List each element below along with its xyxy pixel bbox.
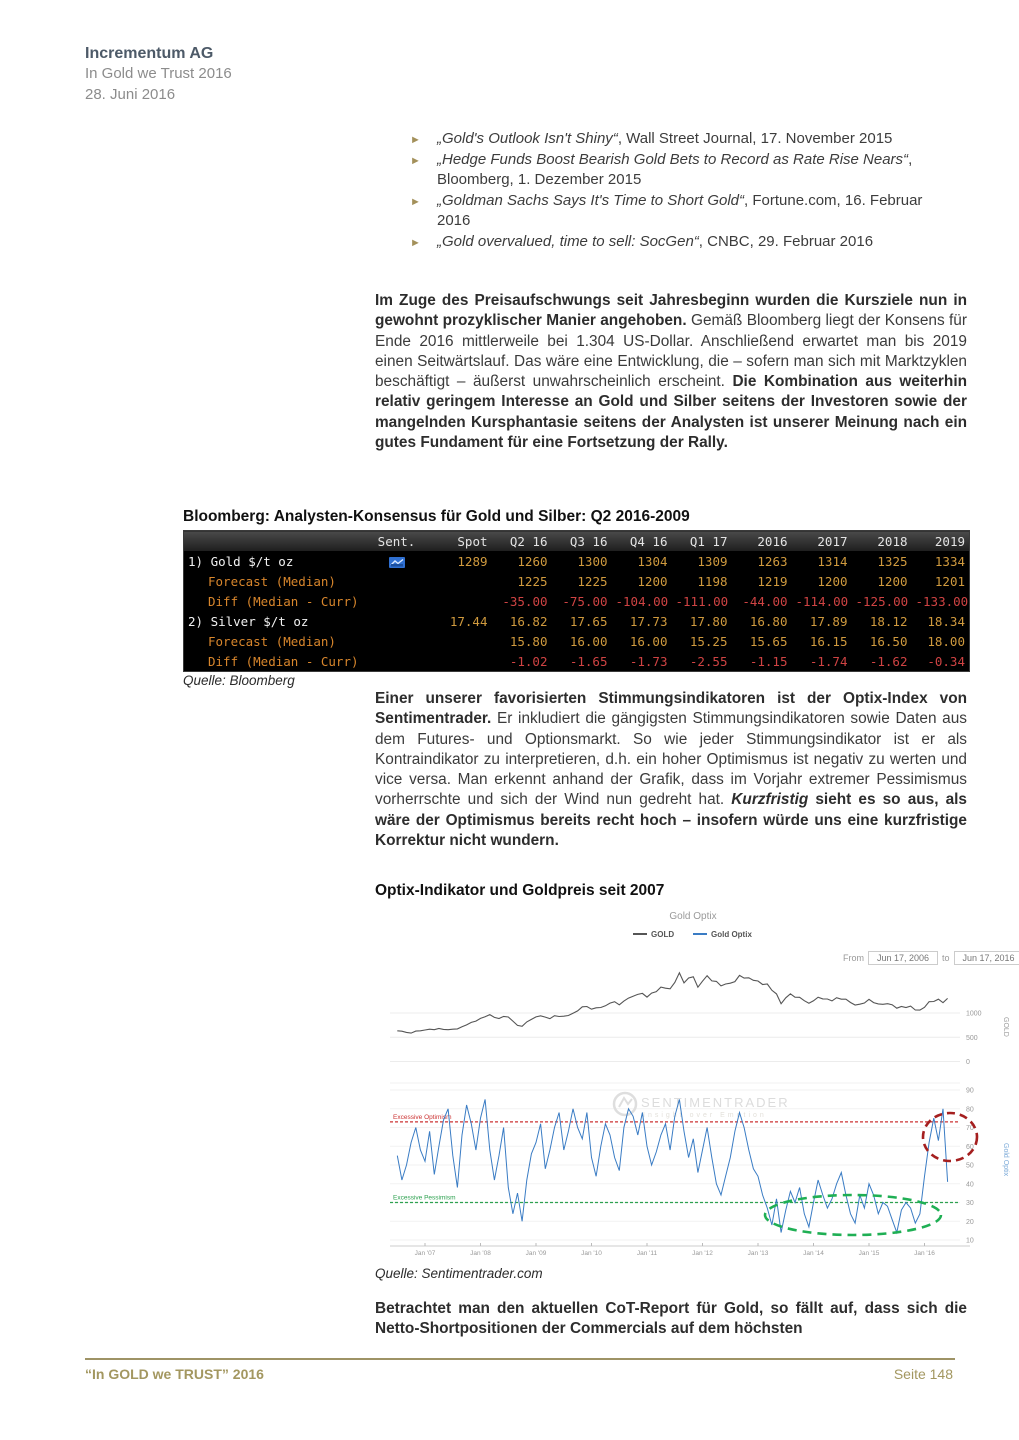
table-cell: 16.80 xyxy=(749,613,788,629)
table-cell: 1198 xyxy=(697,573,728,589)
column-header: 2016 xyxy=(732,531,792,552)
y-tick-label-optix: 40 xyxy=(966,1181,974,1189)
text-segment: Kurzfristig xyxy=(731,791,809,809)
citation-quote: „Gold's Outlook Isn't Shiny“ xyxy=(437,130,618,147)
table-cell: 1201 xyxy=(934,573,965,589)
table-cell: 18.12 xyxy=(869,613,908,629)
table-cell: 15.80 xyxy=(509,633,548,649)
table-cell: -2.55 xyxy=(689,653,728,669)
row-label: Forecast (Median) xyxy=(208,633,336,649)
paragraph-optix xyxy=(375,689,967,851)
x-tick-label: Jan '13 xyxy=(747,1250,769,1257)
column-header: Q3 16 xyxy=(552,531,612,552)
date-from-input[interactable]: Jun 17, 2006 xyxy=(868,951,938,965)
date-from-label: From xyxy=(843,953,864,963)
table-cell: -111.00 xyxy=(675,593,729,609)
x-tick-label: Jan '12 xyxy=(692,1250,713,1257)
y-tick-label-gold: 0 xyxy=(966,1059,970,1066)
table-cell: 1200 xyxy=(877,573,908,589)
table-cell: 15.25 xyxy=(689,633,728,649)
citation-item xyxy=(410,150,942,191)
footer-left: “In GOLD we TRUST” 2016 xyxy=(85,1366,264,1382)
footer-right: Seite 148 xyxy=(893,1366,953,1382)
column-header: Spot xyxy=(432,531,492,552)
table-source: Quelle: Bloomberg xyxy=(183,673,295,688)
citation-list xyxy=(410,129,950,252)
table-cell: -1.15 xyxy=(749,653,788,669)
table-cell: -35.00 xyxy=(502,593,548,609)
y-tick-label-optix: 70 xyxy=(966,1125,974,1132)
table-cell: 17.89 xyxy=(809,613,848,629)
text-segment: Im Zuge des Preisaufschwungs seit Jahresbeginn wurden die Kursziele nun in gewohnt prozyklischer Manier angehoben. xyxy=(375,292,967,330)
table-cell: 16.50 xyxy=(869,633,908,649)
text-segment: sieht es so aus, als wäre der Optimismus bereits recht hoch – insofern würde uns eine kurzfristige Korrektur nicht wundern. xyxy=(375,791,967,850)
company-name: Incrementum AG xyxy=(85,45,214,62)
table-cell: 1200 xyxy=(817,573,848,589)
chart-heading: Optix-Indikator und Goldpreis seit 2007 xyxy=(375,882,665,899)
paragraph-cot xyxy=(375,1299,967,1340)
chart-title: Gold Optix xyxy=(669,911,717,922)
table-cell: -0.34 xyxy=(927,653,965,669)
text-segment: Er inkludiert die gängigsten Stimmungsindikatoren sowie Daten aus dem Futures- und Optionsmarkt. So wie jeder Stimmungsindikator ist er als Kontraindikator zu interpretieren, d.h. ein hoher Optimismus ist negativ zu werten und vice versa. Man erkennt anhand der Grafik, dass im Vorjahr extremer Pessimismus vorherrschte und sich der Wind nun gedreht hat. xyxy=(375,710,967,809)
column-header: Q2 16 xyxy=(492,531,552,552)
table-cell: 18.34 xyxy=(927,613,965,629)
column-header: Q4 16 xyxy=(612,531,672,552)
bullet-arrow-icon: ► xyxy=(410,236,421,249)
paragraph-price-targets xyxy=(375,291,967,453)
table-cell: 1334 xyxy=(934,553,965,569)
y-tick-label-optix: 10 xyxy=(966,1237,974,1245)
y-tick-label-gold: 500 xyxy=(966,1034,978,1042)
excessive-optimism-label: Excessive Optimism xyxy=(393,1113,452,1121)
x-tick-label: Jan '15 xyxy=(858,1250,880,1257)
text-segment: Betrachtet man den aktuellen CoT-Report für Gold, so fällt auf, dass sich die Netto-Shortpositionen der Commercials auf dem höchsten xyxy=(375,1300,967,1338)
table-row xyxy=(184,631,970,651)
row-label: Forecast (Median) xyxy=(208,573,336,589)
table-cell: 1225 xyxy=(517,573,548,589)
chart-icon[interactable] xyxy=(362,551,432,571)
table-cell: -75.00 xyxy=(562,593,608,609)
gold-optix-chart xyxy=(375,905,1015,1270)
x-tick-label: Jan '08 xyxy=(470,1250,491,1257)
y-tick-label-gold: 1000 xyxy=(966,1010,982,1018)
text-segment: Gemäß Bloomberg liegt der Konsens für Ende 2016 mittlerweile bei 1.304 US-Dollar. Anschließend erwartet man bis 2019 einen Seitwärtslauf. Das wäre eine Entwicklung, die – sofern man sich mit Marktzyklen beschäftigt – äußerst unwahrscheinlich erscheint. xyxy=(375,312,967,391)
citation-item xyxy=(410,191,942,232)
y-tick-label-optix: 90 xyxy=(966,1087,974,1095)
table-cell: -1.73 xyxy=(629,653,668,669)
table-cell: 1300 xyxy=(577,553,608,569)
table-cell: 1225 xyxy=(577,573,608,589)
date-range-control xyxy=(843,951,1019,965)
x-tick-label: Jan '07 xyxy=(414,1250,436,1257)
table-cell: 15.65 xyxy=(749,633,788,649)
table-cell: 17.80 xyxy=(689,613,728,629)
citation-item xyxy=(410,129,942,150)
optix-line xyxy=(397,1099,947,1232)
table-row xyxy=(184,591,970,611)
optix-axis-label: Gold Optix xyxy=(1002,1143,1009,1177)
green-ellipse-annotation xyxy=(765,1195,941,1235)
table-row xyxy=(184,651,970,672)
table-cell: 1304 xyxy=(637,553,668,569)
table-cell: -125.00 xyxy=(855,593,909,609)
column-header: Q1 17 xyxy=(672,531,732,552)
table-cell xyxy=(432,571,492,591)
table-cell: 16.00 xyxy=(569,633,608,649)
row-label: 2) Silver $/t oz xyxy=(188,613,309,629)
y-tick-label-optix: 50 xyxy=(966,1162,974,1170)
red-ellipse-annotation xyxy=(923,1113,977,1161)
table-cell: 17.73 xyxy=(629,613,668,629)
table-cell: -114.00 xyxy=(795,593,849,609)
table-cell: -1.02 xyxy=(509,653,548,669)
text-segment: Einer unserer favorisierten Stimmungsindikatoren ist der Optix-Index von Sentimentrader. xyxy=(375,690,967,728)
table-cell: -1.74 xyxy=(809,653,848,669)
table-header-row xyxy=(184,531,970,552)
table-cell: 1325 xyxy=(877,553,908,569)
citation-source: , Bloomberg, 1. Dezember 2015 xyxy=(437,150,913,188)
row-label: Diff (Median - Curr) xyxy=(208,653,359,669)
table-cell: 1263 xyxy=(757,553,788,569)
citation-quote: „Hedge Funds Boost Bearish Gold Bets to Record as Rate Rise Nears“ xyxy=(437,150,909,168)
x-tick-label: Jan '09 xyxy=(525,1250,547,1257)
footer-rule xyxy=(85,1358,955,1360)
sent-cell xyxy=(362,571,432,591)
report-date: 28. Juni 2016 xyxy=(85,86,176,103)
table-cell: 1200 xyxy=(637,573,668,589)
table-cell: 18.00 xyxy=(927,633,965,649)
x-tick-label: Jan '16 xyxy=(914,1250,935,1257)
sent-cell xyxy=(362,591,432,611)
x-tick-label: Jan '10 xyxy=(581,1250,602,1257)
y-tick-label-optix: 20 xyxy=(966,1218,974,1226)
table-cell xyxy=(432,631,492,651)
table-row xyxy=(184,571,970,591)
column-header: Sent. xyxy=(362,531,432,552)
table-cell: 16.82 xyxy=(509,613,548,629)
text-segment: Die Kombination aus weiterhin relativ geringem Interesse an Gold und Silber seitens der Investoren sowie der mangelnden Kursphantasie seitens der Analysten ist unserer Meinung nach ein gutes Fundament für eine Fortsetzung der Rally. xyxy=(375,373,967,452)
table-cell: 16.15 xyxy=(809,633,848,649)
date-to-input[interactable]: Jun 17, 2016 xyxy=(954,951,1019,965)
sent-cell xyxy=(362,611,432,631)
table-cell: -133.00 xyxy=(915,593,969,609)
table-cell: -104.00 xyxy=(615,593,669,609)
excessive-pessimism-label: Excessive Pessimism xyxy=(393,1194,456,1202)
x-tick-label: Jan '11 xyxy=(636,1250,658,1257)
table-heading: Bloomberg: Analysten-Konsensus für Gold und Silber: Q2 2016-2009 xyxy=(183,508,690,525)
column-header xyxy=(184,531,362,552)
table-cell: 16.00 xyxy=(629,633,668,649)
citation-quote: „Gold overvalued, time to sell: SocGen“ xyxy=(437,232,699,250)
x-tick-label: Jan '14 xyxy=(803,1250,824,1257)
column-header: 2018 xyxy=(852,531,912,552)
bullet-arrow-icon: ► xyxy=(410,195,421,208)
bloomberg-consensus-table xyxy=(183,530,970,672)
citation-source: , Fortune.com, 16. Februar 2016 xyxy=(437,191,923,229)
watermark-logo-icon xyxy=(614,1093,636,1115)
table-cell: 1260 xyxy=(517,553,548,569)
table-cell: 17.44 xyxy=(449,613,488,629)
watermark-logo-icon xyxy=(619,1098,632,1107)
watermark-subtext: Insight over Emotion xyxy=(643,1112,767,1119)
table-cell: 1314 xyxy=(817,553,848,569)
row-label: Diff (Median - Curr) xyxy=(208,593,359,609)
column-header: 2019 xyxy=(912,531,970,552)
table-cell: -1.65 xyxy=(569,653,608,669)
sent-cell xyxy=(362,651,432,672)
table-cell: 17.65 xyxy=(569,613,608,629)
y-tick-label-optix: 60 xyxy=(966,1143,974,1151)
citation-source: , Wall Street Journal, 17. November 2015 xyxy=(617,130,893,147)
sent-cell xyxy=(362,631,432,651)
table-cell xyxy=(432,651,492,672)
gold-axis-label: GOLD xyxy=(1002,1017,1009,1037)
table-cell xyxy=(432,591,492,611)
table-row xyxy=(184,611,970,631)
column-header: 2017 xyxy=(792,531,852,552)
report-title: In Gold we Trust 2016 xyxy=(85,65,232,82)
legend-label-optix: Gold Optix xyxy=(711,930,752,939)
citation-source: , CNBC, 29. Februar 2016 xyxy=(698,232,874,250)
bullet-arrow-icon: ► xyxy=(410,154,421,167)
page-header xyxy=(85,45,232,105)
row-label: 1) Gold $/t oz xyxy=(188,553,294,569)
citation-item xyxy=(410,232,942,253)
gold-price-line xyxy=(397,973,947,1033)
table-cell: 1309 xyxy=(697,553,728,569)
table-cell: -1.62 xyxy=(869,653,908,669)
y-tick-label-optix: 80 xyxy=(966,1106,974,1114)
citation-quote: „Goldman Sachs Says It's Time to Short Gold“ xyxy=(437,191,745,209)
table-row xyxy=(184,551,970,571)
chart-source: Quelle: Sentimentrader.com xyxy=(375,1266,543,1281)
table-cell: 1289 xyxy=(457,553,488,569)
date-to-label: to xyxy=(942,953,950,963)
bullet-arrow-icon: ► xyxy=(410,134,421,146)
y-tick-label-optix: 30 xyxy=(966,1200,974,1207)
watermark-text: SENTIMENTRADER xyxy=(641,1095,790,1110)
legend-label-gold: GOLD xyxy=(651,930,675,939)
table-cell: 1219 xyxy=(757,573,788,589)
table-cell: -44.00 xyxy=(742,593,788,609)
